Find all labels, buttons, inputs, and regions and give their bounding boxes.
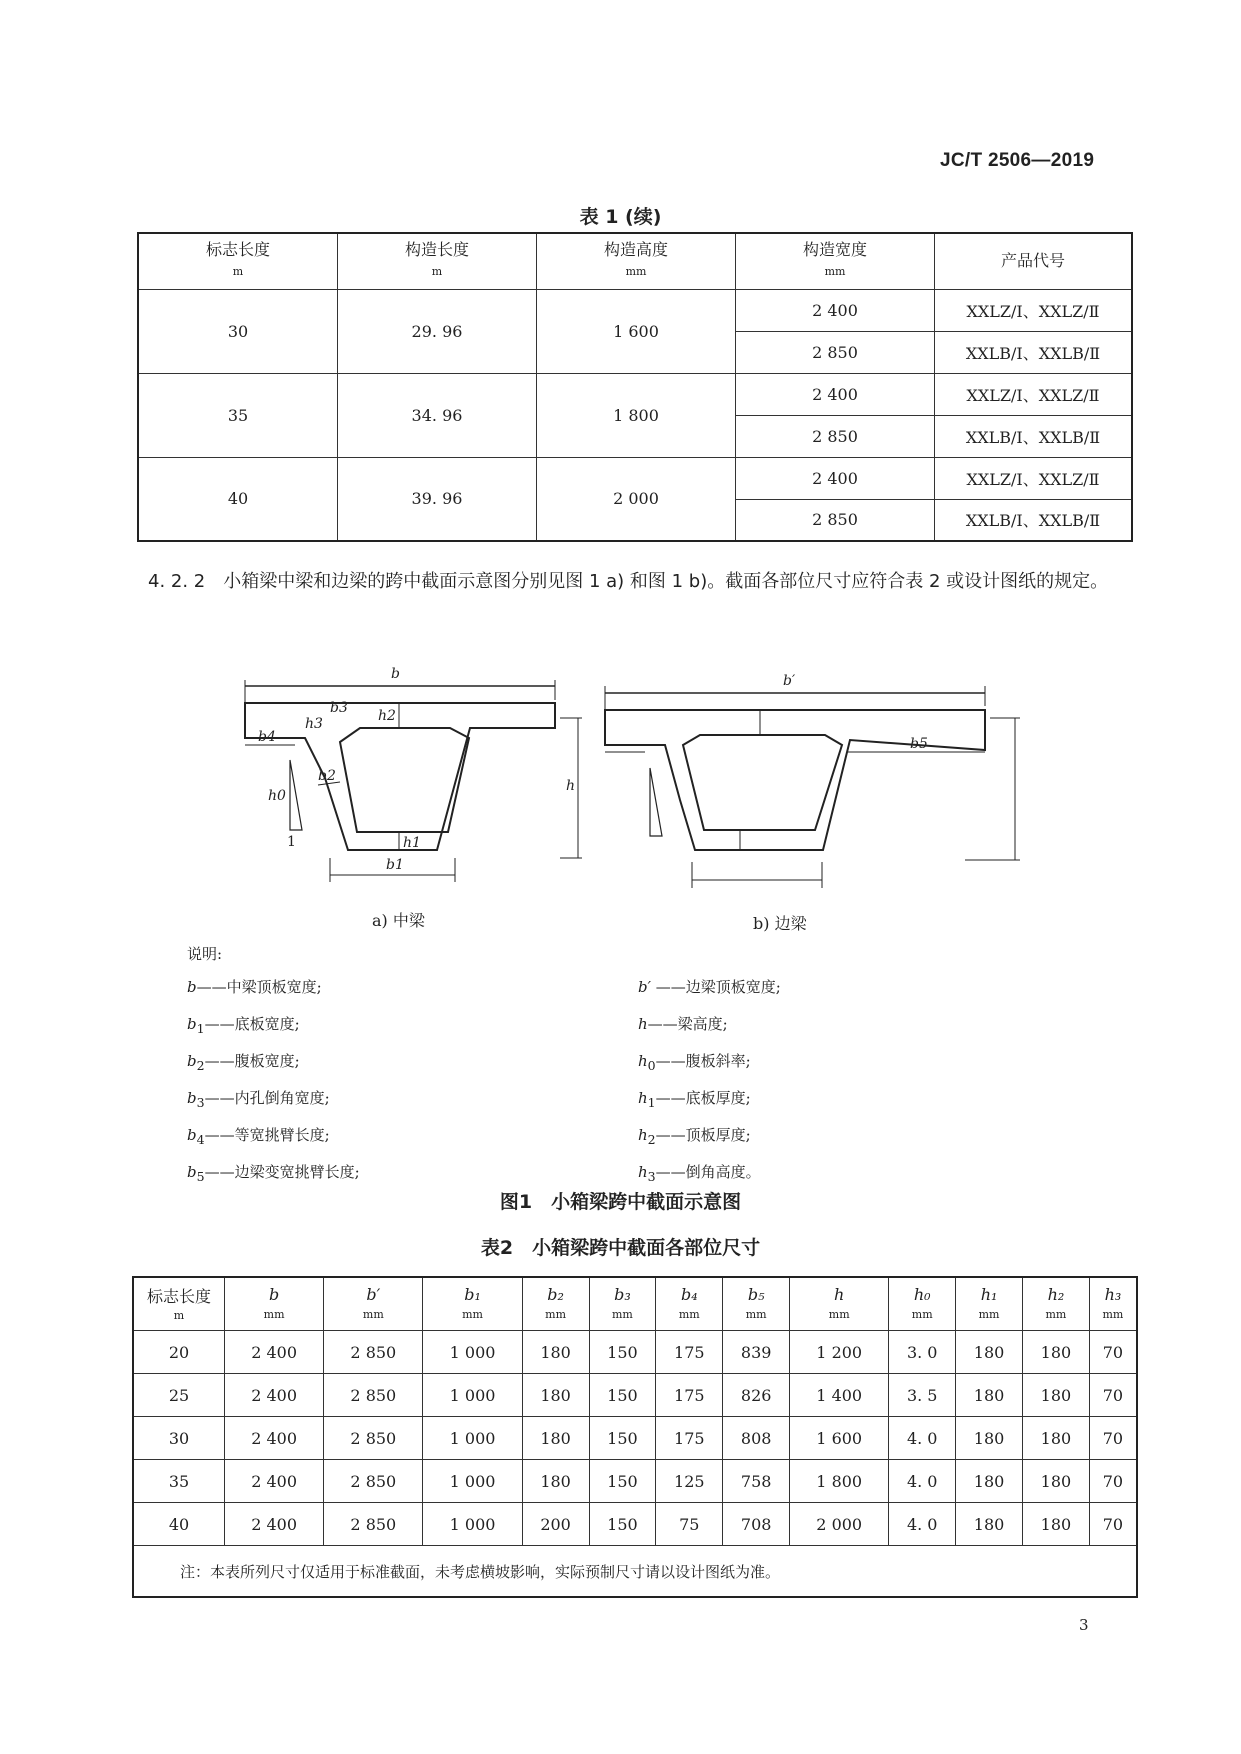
t2-cell: 4. 0 (889, 1417, 956, 1460)
t2-cell: 839 (723, 1331, 790, 1374)
label-b-prime: b′ (783, 673, 796, 689)
legend-left (187, 938, 360, 1193)
t1-cell: 2 400 (736, 457, 935, 499)
table2 (132, 1276, 1138, 1598)
t1-header-cell: 构造长度 m (338, 233, 537, 289)
t2-cell: 35 (133, 1460, 225, 1503)
table2-header-row (133, 1277, 1137, 1331)
table-row (133, 1417, 1137, 1460)
t2-cell: 150 (589, 1417, 656, 1460)
t1-header-cell: 标志长度 m (138, 233, 338, 289)
t2-header-cell: 标志长度 m (133, 1277, 225, 1331)
t2-cell: 1 800 (790, 1460, 889, 1503)
label-b5: b5 (910, 736, 928, 752)
t1-cell: 1 800 (537, 373, 736, 457)
t2-cell: 4. 0 (889, 1503, 956, 1546)
t2-cell: 175 (656, 1331, 723, 1374)
t1-header-cell: 产品代号 (935, 233, 1133, 289)
label-b: b (391, 666, 400, 682)
table1-caption: 表 1 (续) (579, 206, 662, 228)
t2-cell: 2 400 (225, 1331, 324, 1374)
t1-cell: 40 (138, 457, 338, 541)
table1 (137, 232, 1133, 542)
t2-cell: 1 000 (423, 1417, 522, 1460)
table-row (138, 289, 1132, 331)
t1-cell: XXLB/Ⅰ、XXLB/Ⅱ (935, 331, 1133, 373)
t2-cell: 1 000 (423, 1374, 522, 1417)
label-h2: h2 (378, 708, 396, 724)
t1-header-cell: 构造宽度 mm (736, 233, 935, 289)
t2-cell: 70 (1089, 1374, 1137, 1417)
t1-cell: 2 400 (736, 373, 935, 415)
middle-beam-section (245, 680, 582, 882)
table-row (133, 1503, 1137, 1546)
t2-cell: 25 (133, 1374, 225, 1417)
t1-cell: 2 400 (736, 289, 935, 331)
t2-cell: 70 (1089, 1417, 1137, 1460)
edge-beam-section (605, 686, 1020, 888)
t2-cell: 150 (589, 1460, 656, 1503)
t2-cell: 1 000 (423, 1331, 522, 1374)
label-h: h (566, 778, 576, 794)
t2-cell: 2 400 (225, 1460, 324, 1503)
t2-cell: 2 850 (324, 1374, 423, 1417)
t1-cell: XXLZ/Ⅰ、XXLZ/Ⅱ (935, 457, 1133, 499)
t2-cell: 1 000 (423, 1503, 522, 1546)
subcaption-b: b) 边梁 (753, 914, 807, 933)
table2-caption: 表2 小箱梁跨中截面各部位尺寸 (480, 1237, 761, 1259)
t2-header-cell: b′ mm (324, 1277, 423, 1331)
t1-cell: 1 600 (537, 289, 736, 373)
legend-item: b——中梁顶板宽度; (187, 978, 322, 996)
t2-cell: 2 400 (225, 1374, 324, 1417)
t2-header-cell: h₂ mm (1023, 1277, 1090, 1331)
legend-item: $b_1——$底板宽度; (187, 1015, 300, 1036)
t2-cell: 175 (656, 1374, 723, 1417)
label-b1: b1 (386, 857, 404, 873)
t2-cell: 180 (522, 1374, 589, 1417)
t2-cell: 3. 0 (889, 1331, 956, 1374)
t2-cell: 75 (656, 1503, 723, 1546)
subcaption-a: a) 中梁 (372, 911, 425, 930)
t2-cell: 2 850 (324, 1417, 423, 1460)
t2-header-cell: b mm (225, 1277, 324, 1331)
t1-cell: 30 (138, 289, 338, 373)
legend-item: $b_5——$边梁变宽挑臂长度; (187, 1163, 360, 1184)
label-slope-1: 1 (287, 834, 296, 850)
legend-item: $h_1——$底板厚度; (638, 1089, 751, 1110)
t2-cell: 758 (723, 1460, 790, 1503)
t1-cell: 2 850 (736, 415, 935, 457)
t1-header-cell: 构造高度 mm (537, 233, 736, 289)
t2-header-cell: b₄ mm (656, 1277, 723, 1331)
t2-cell: 70 (1089, 1503, 1137, 1546)
t2-cell: 30 (133, 1417, 225, 1460)
t2-header-cell: h mm (790, 1277, 889, 1331)
t1-cell: XXLZ/Ⅰ、XXLZ/Ⅱ (935, 373, 1133, 415)
t2-header-cell: b₂ mm (522, 1277, 589, 1331)
t2-cell: 1 000 (423, 1460, 522, 1503)
legend-title: 说明: (187, 945, 223, 963)
t2-cell: 180 (956, 1374, 1023, 1417)
legend-item: $b_3——$内孔倒角宽度; (187, 1089, 330, 1110)
t1-cell: 34. 96 (338, 373, 537, 457)
t2-header-cell: h₁ mm (956, 1277, 1023, 1331)
t2-cell: 180 (1023, 1460, 1090, 1503)
t1-cell: 39. 96 (338, 457, 537, 541)
t2-cell: 150 (589, 1374, 656, 1417)
t1-cell: XXLB/Ⅰ、XXLB/Ⅱ (935, 415, 1133, 457)
label-b4: b4 (258, 729, 276, 745)
t2-cell: 708 (723, 1503, 790, 1546)
t2-cell: 70 (1089, 1460, 1137, 1503)
cross-section-figure (0, 650, 1241, 910)
label-b3: b3 (330, 700, 348, 716)
t1-cell: 29. 96 (338, 289, 537, 373)
t2-cell: 125 (656, 1460, 723, 1503)
page-number: 3 (1079, 1616, 1089, 1634)
t2-cell: 2 400 (225, 1503, 324, 1546)
t2-header-cell: b₁ mm (423, 1277, 522, 1331)
t2-cell: 180 (522, 1417, 589, 1460)
t2-cell: 180 (522, 1460, 589, 1503)
t2-cell: 1 600 (790, 1417, 889, 1460)
t2-cell: 180 (956, 1503, 1023, 1546)
t2-cell: 180 (956, 1460, 1023, 1503)
t2-cell: 3. 5 (889, 1374, 956, 1417)
t2-cell: 180 (956, 1417, 1023, 1460)
legend-right (638, 971, 781, 1193)
table-row (138, 373, 1132, 415)
t2-header-cell: b₃ mm (589, 1277, 656, 1331)
t2-cell: 180 (1023, 1417, 1090, 1460)
t2-cell: 1 400 (790, 1374, 889, 1417)
legend-item: $h_0——$腹板斜率; (638, 1052, 751, 1073)
t2-cell: 2 400 (225, 1417, 324, 1460)
t2-cell: 40 (133, 1503, 225, 1546)
t1-cell: 35 (138, 373, 338, 457)
t1-cell: 2 850 (736, 499, 935, 541)
table-row (138, 457, 1132, 499)
t2-cell: 180 (1023, 1331, 1090, 1374)
legend-item: h——梁高度; (638, 1015, 728, 1033)
table-row (133, 1460, 1137, 1503)
t2-header-cell: h₀ mm (889, 1277, 956, 1331)
t2-header-cell: h₃ mm (1089, 1277, 1137, 1331)
label-b2: b2 (318, 768, 336, 784)
t2-cell: 2 000 (790, 1503, 889, 1546)
t2-cell: 150 (589, 1331, 656, 1374)
t2-cell: 2 850 (324, 1331, 423, 1374)
figure-caption: 图1 小箱梁跨中截面示意图 (499, 1191, 742, 1213)
table2-note: 注：本表所列尺寸仅适用于标准截面，未考虑横坡影响，实际预制尺寸请以设计图纸为准。 (133, 1546, 1137, 1598)
t2-cell: 826 (723, 1374, 790, 1417)
t2-cell: 180 (1023, 1503, 1090, 1546)
label-h0: h0 (268, 788, 286, 804)
t2-cell: 2 850 (324, 1503, 423, 1546)
legend-item: $b_2——$腹板宽度; (187, 1052, 300, 1073)
t1-cell: XXLZ/Ⅰ、XXLZ/Ⅱ (935, 289, 1133, 331)
legend-item: $h_2——$顶板厚度; (638, 1126, 751, 1147)
t1-cell: 2 000 (537, 457, 736, 541)
standard-number: JC/T 2506—2019 (940, 150, 1095, 171)
t2-cell: 180 (1023, 1374, 1090, 1417)
legend-item: b′ ——边梁顶板宽度; (638, 978, 781, 996)
t2-cell: 180 (956, 1331, 1023, 1374)
t2-header-cell: b₅ mm (723, 1277, 790, 1331)
clause-4-2-2: 4. 2. 2 小箱梁中梁和边梁的跨中截面示意图分别见图 1 a) 和图 1 b)。截面各部位尺寸应符合表 2 或设计图纸的规定。 (148, 571, 1109, 592)
t2-cell: 200 (522, 1503, 589, 1546)
t1-cell: XXLB/Ⅰ、XXLB/Ⅱ (935, 499, 1133, 541)
dimension-labels (258, 666, 928, 873)
table-row (133, 1374, 1137, 1417)
t2-cell: 4. 0 (889, 1460, 956, 1503)
t2-cell: 2 850 (324, 1460, 423, 1503)
t2-cell: 70 (1089, 1331, 1137, 1374)
t2-cell: 1 200 (790, 1331, 889, 1374)
table-row (133, 1331, 1137, 1374)
t2-cell: 180 (522, 1331, 589, 1374)
t2-cell: 20 (133, 1331, 225, 1374)
t2-cell: 175 (656, 1417, 723, 1460)
legend-item: $h_3——$倒角高度。 (638, 1163, 761, 1184)
label-h3: h3 (305, 716, 323, 732)
t1-cell: 2 850 (736, 331, 935, 373)
t2-cell: 150 (589, 1503, 656, 1546)
label-h1: h1 (403, 835, 421, 851)
t2-cell: 808 (723, 1417, 790, 1460)
legend-item: $b_4——$等宽挑臂长度; (187, 1126, 330, 1147)
